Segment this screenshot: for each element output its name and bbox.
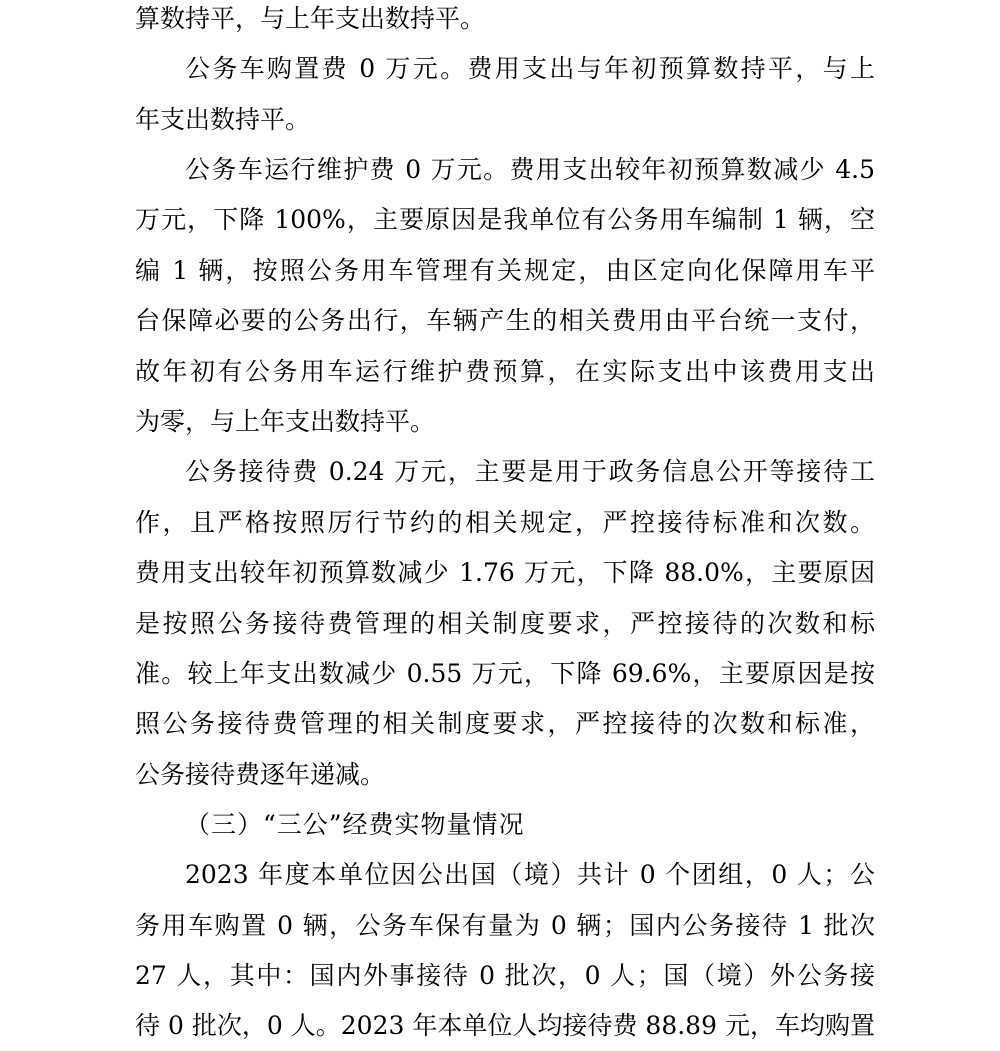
text-line: 作，且严格按照厉行节约的相关规定，严控接待标准和次数。 bbox=[135, 508, 875, 537]
paragraph-start-line: 公务接待费 0.24 万元，主要是用于政务信息公开等接待工 bbox=[185, 457, 875, 486]
paragraph-start-line: 公务车购置费 0 万元。费用支出与年初预算数持平，与上 bbox=[185, 54, 875, 83]
text-line: 准。较上年支出数减少 0.55 万元，下降 69.6%，主要原因是按 bbox=[135, 659, 875, 688]
text-line: 公务接待费逐年递减。 bbox=[135, 760, 386, 789]
text-line: 年支出数持平。 bbox=[135, 105, 311, 134]
text-line: 故年初有公务用车运行维护费预算，在实际支出中该费用支出 bbox=[135, 357, 875, 386]
text-line: 编 1 辆，按照公务用车管理有关规定，由区定向化保障用车平 bbox=[135, 256, 875, 285]
text-line: 算数持平，与上年支出数持平。 bbox=[135, 4, 486, 33]
text-line: 万元，下降 100%，主要原因是我单位有公务用车编制 1 辆，空 bbox=[135, 205, 875, 234]
text-line: 台保障必要的公务出行，车辆产生的相关费用由平台统一支付， bbox=[135, 306, 875, 335]
text-line: 照公务接待费管理的相关制度要求，严控接待的次数和标准， bbox=[135, 709, 875, 738]
text-line: 27 人，其中：国内外事接待 0 批次，0 人；国（境）外公务接 bbox=[135, 961, 875, 990]
text-line: 务用车购置 0 辆，公务车保有量为 0 辆；国内公务接待 1 批次 bbox=[135, 911, 875, 940]
text-line: 费用支出较年初预算数减少 1.76 万元，下降 88.0%，主要原因 bbox=[135, 558, 875, 587]
text-line: 是按照公务接待费管理的相关制度要求，严控接待的次数和标 bbox=[135, 609, 875, 638]
paragraph-start-line: 2023 年度本单位因公出国（境）共计 0 个团组，0 人；公 bbox=[185, 860, 875, 889]
paragraph-start-line: 公务车运行维护费 0 万元。费用支出较年初预算数减少 4.5 bbox=[185, 155, 875, 184]
text-line: 为零，与上年支出数持平。 bbox=[135, 407, 436, 436]
section-heading: （三）“三公”经费实物量情况 bbox=[185, 810, 525, 839]
text-line: 待 0 批次，0 人。2023 年本单位人均接待费 88.89 元，车均购置 bbox=[135, 1011, 875, 1040]
